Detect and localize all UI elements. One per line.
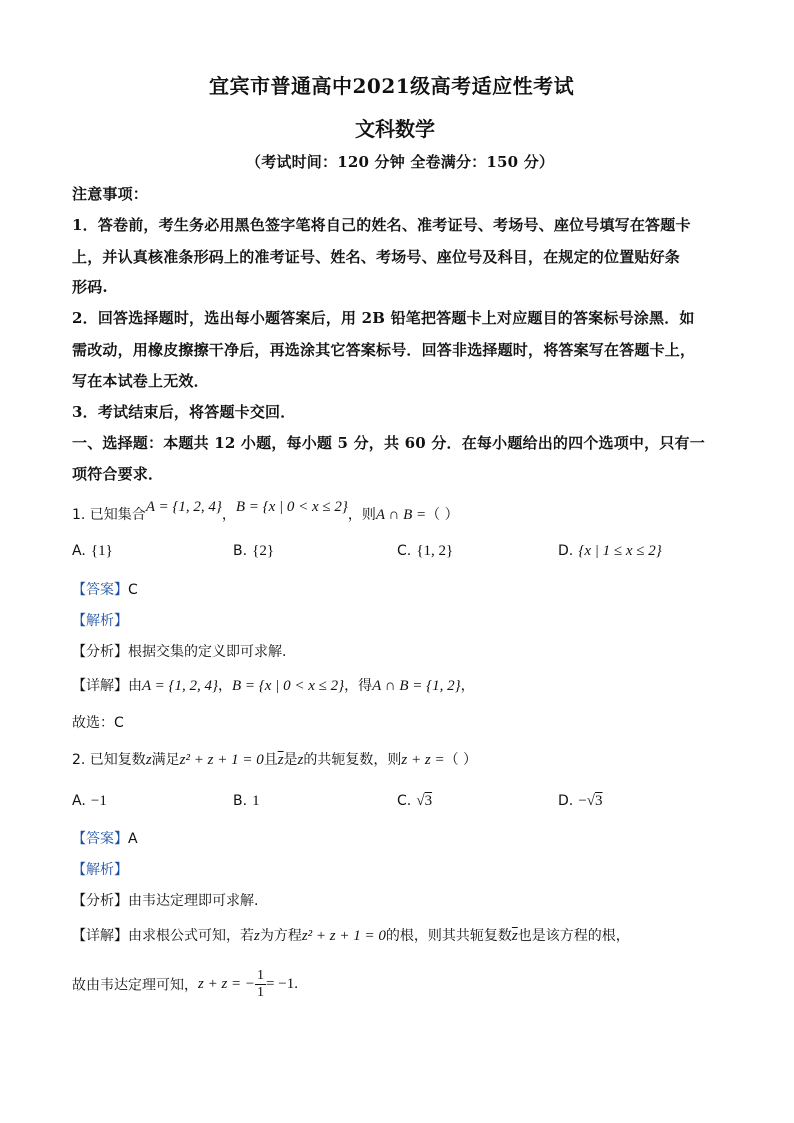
q1-answer-value: C — [128, 582, 138, 598]
notes-heading: 注意事项： — [72, 185, 149, 203]
q2-answer-tag: 【答案】 — [72, 831, 128, 847]
q1-choice: 故选：C — [72, 715, 124, 731]
page-title: 宜宾市普通高中2021级高考适应性考试 — [209, 74, 575, 98]
note-1-line-2: 上，并认真核准条形码上的准考证号、姓名、考场号、座位号及科目，在规定的位置贴好条 — [72, 248, 681, 266]
q1-fenxi-tag: 【分析】 — [72, 644, 128, 660]
q1-set-b: B = {x | 0 < x ≤ 2} — [235, 499, 348, 515]
q2-option-c-value: 3 — [424, 793, 433, 809]
q2-analysis-tag: 【解析】 — [72, 862, 128, 878]
note-2-line-2: 需改动，用橡皮擦擦干净后，再选涂其它答案标号．回答非选择题时，将答案写在答题卡上， — [72, 341, 696, 359]
q1-option-c: C. {1, 2} — [397, 543, 454, 559]
q2-fenxi — [72, 890, 258, 910]
question-2: 2. 已知复数z满足z² + z + 1 = 0且$\overline{z}$是z的共轭复数，则z + z =（ ） — [72, 752, 478, 768]
note-2-line-3: 写在本试卷上无效． — [72, 372, 209, 390]
q2-option-a-value: −1 — [90, 793, 107, 809]
q1-xiangjie-set-a: A = {1, 2, 4} — [142, 678, 219, 694]
q1-prefix: 1. 已知集合 — [72, 507, 146, 523]
q1-set-a: A = {1, 2, 4} — [145, 499, 222, 515]
note-1-line-1: 1．答卷前，考生务必用黑色签字笔将自己的姓名、准考证号、考场号、座位号填写在答题卡 — [72, 216, 691, 234]
exam-info: （考试时间：120 分钟 全卷满分：150 分） — [246, 153, 555, 171]
q2-option-d: D. −√3 — [558, 793, 603, 809]
q1-xiangjie-result: A ∩ B = {1, 2} — [372, 678, 461, 694]
q2-option-d-value: − — [578, 793, 587, 809]
q1-xiangjie: 【详解】由A = {1, 2, 4}，B = {x | 0 < x ≤ 2}，得A ∩ B = {1, 2}， — [72, 678, 475, 694]
q2-option-c: C. √3 — [397, 793, 433, 809]
q2-final-rhs: = −1. — [266, 976, 298, 992]
q2-paren: （ ） — [444, 752, 478, 768]
q1-option-c-value: {1, 2} — [416, 543, 454, 559]
q2-xiangjie: 【详解】由求根公式可知，若z为方程z² + z + 1 = 0的根，则其共轭复数$\overline{z}$也是该方程的根， — [72, 928, 630, 944]
q1-xiangjie-tag: 【详解】 — [72, 678, 128, 694]
q2-zbar: $\overline{z}$ — [277, 752, 284, 768]
note-2-line-1: 2．回答选择题时，选出每小题答案后，用 2B 铅笔把答题卡上对应题目的答案标号涂黑．如 — [72, 309, 695, 327]
q1-option-d-value: {x | 1 ≤ x ≤ 2} — [578, 543, 662, 559]
q2-final-fraction: $\frac{1}{1}$ — [257, 968, 265, 1000]
q2-fenxi-text: 由韦达定理即可求解. — [128, 893, 259, 909]
q1-answer-tag: 【答案】 — [72, 582, 128, 598]
q1-analysis-tag: 【解析】 — [72, 613, 128, 629]
q2-answer-value: A — [128, 831, 138, 847]
q1-then: ，则 — [347, 507, 376, 523]
q1-option-a: A. {1} — [72, 543, 113, 559]
q2-final: 故由韦达定理可知，z + z = − $\frac{1}{1}$ = −1. — [72, 968, 298, 1000]
q2-prefix: 2. 已知复数 — [72, 752, 146, 768]
q1-answer — [72, 579, 138, 599]
section-1-line-2: 项符合要求． — [72, 465, 164, 483]
section-1-line-1: 一、选择题：本题共 12 小题，每小题 5 分，共 60 分．在每小题给出的四个选项中，只有一 — [72, 434, 705, 452]
q2-option-b-value: 1 — [252, 793, 260, 809]
q2-xiangjie-equation: z² + z + 1 = 0 — [301, 928, 386, 944]
page-subtitle: 文科数学 — [355, 117, 435, 141]
q2-equation: z² + z + 1 = 0 — [179, 752, 264, 768]
q1-option-a-value: {1} — [90, 543, 113, 559]
q2-option-b: B. 1 — [233, 793, 260, 809]
q1-option-b-value: {2} — [252, 543, 275, 559]
q1-paren: （ ） — [426, 507, 459, 523]
q1-fenxi — [72, 641, 286, 661]
q2-fenxi-tag: 【分析】 — [72, 893, 128, 909]
q1-expression: A ∩ B = — [375, 507, 427, 523]
q2-option-a: A. −1 — [72, 793, 107, 809]
note-3: 3．考试结束后，将答题卡交回． — [72, 403, 296, 421]
q2-final-lhs: z + z = − — [198, 976, 256, 992]
q2-expression: z + z = — [401, 752, 445, 768]
q2-answer — [72, 828, 138, 848]
q2-xiangjie-tag: 【详解】 — [72, 928, 128, 944]
note-1-line-3: 形码. — [72, 278, 108, 296]
q1-option-d: D. {x | 1 ≤ x ≤ 2} — [558, 543, 662, 559]
q1-fenxi-text: 根据交集的定义即可求解. — [128, 644, 287, 660]
q1-xiangjie-set-b: B = {x | 0 < x ≤ 2} — [232, 678, 345, 694]
question-1 — [72, 499, 459, 524]
q1-comma: ， — [221, 507, 236, 523]
q1-option-b: B. {2} — [233, 543, 275, 559]
